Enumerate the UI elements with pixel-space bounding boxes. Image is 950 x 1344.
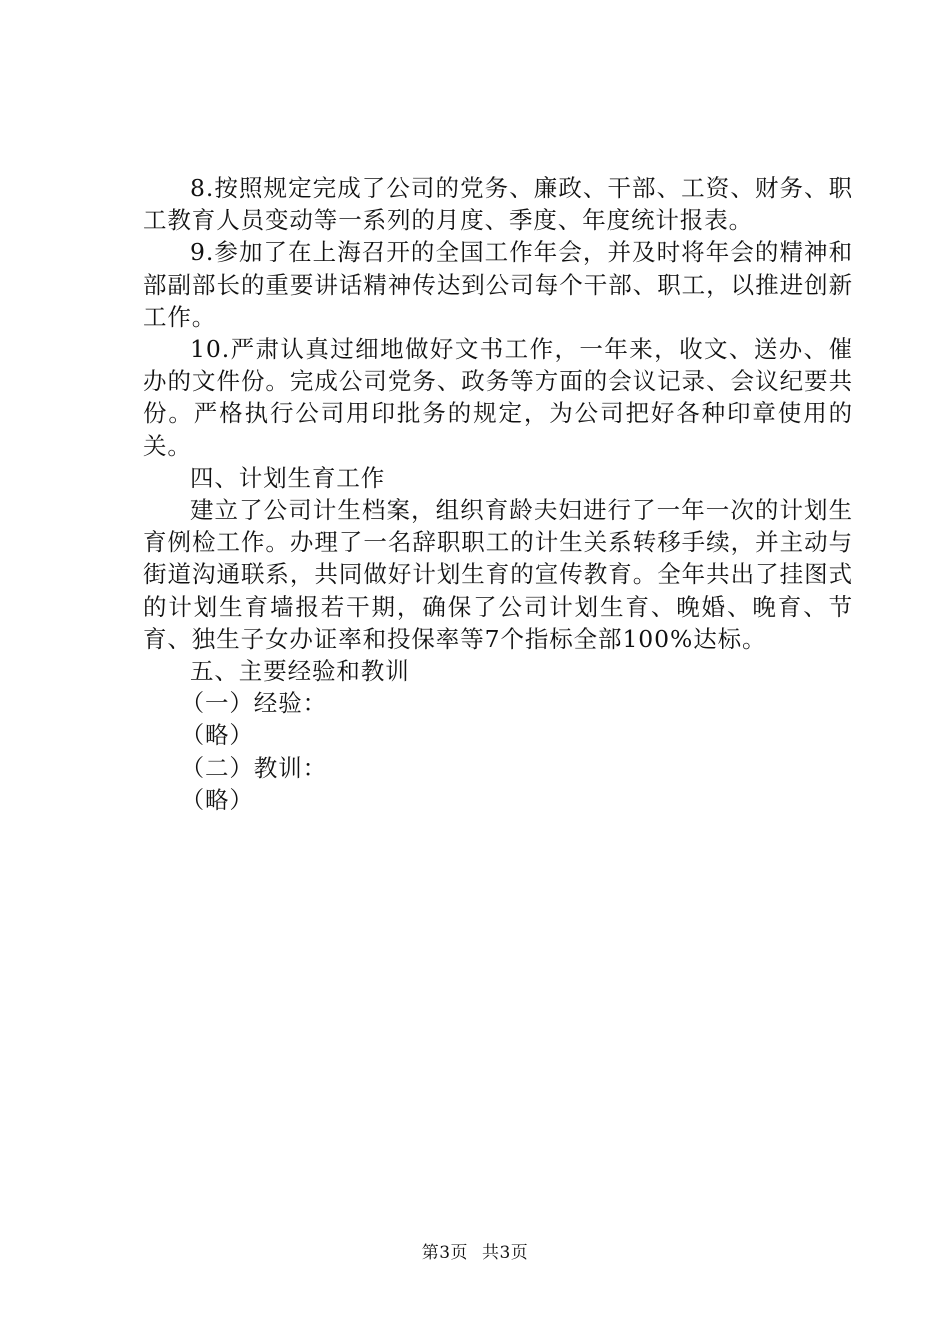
page-number: 第3页 [421,1243,469,1263]
document-body [143,172,853,816]
subheading-lessons: （二）教训： [180,753,327,782]
page-total: 共3页 [481,1243,529,1263]
page-footer [0,1242,950,1264]
paragraph-item-9: 9.参加了在上海召开的全国工作年会，并及时将年会的精神和部副部长的重要讲话精神传达到公司每个干部、职工，以推进创新工作。 [143,238,853,331]
section-heading-family-planning: 四、计划生育工作 [190,463,386,492]
experience-omitted: （略） [180,721,254,750]
lessons-omitted: （略） [180,785,254,814]
paragraph-family-planning: 建立了公司计生档案，组织育龄夫妇进行了一年一次的计划生育例检工作。办理了一名辞职职工的计生关系转移手续，并主动与街道沟通联系，共同做好计划生育的宣传教育。全年共出了挂图式的计划生育墙报若干期，确保了公司计划生育、晚婚、晚育、节育、独生子女办证率和投保率等7个指标全部100%达标。 [143,496,853,653]
subheading-experience: （一）经验： [180,689,327,718]
paragraph-item-8: 8.按照规定完成了公司的党务、廉政、干部、工资、财务、职工教育人员变动等一系列的月度、季度、年度统计报表。 [143,174,853,235]
section-heading-experience-lessons: 五、主要经验和教训 [190,657,410,686]
paragraph-item-10: 10.严肃认真过细地做好文书工作，一年来，收文、送办、催办的文件份。完成公司党务、政务等方面的会议记录、会议纪要共份。严格执行公司用印批务的规定，为公司把好各种印章使用的关。 [143,335,853,460]
